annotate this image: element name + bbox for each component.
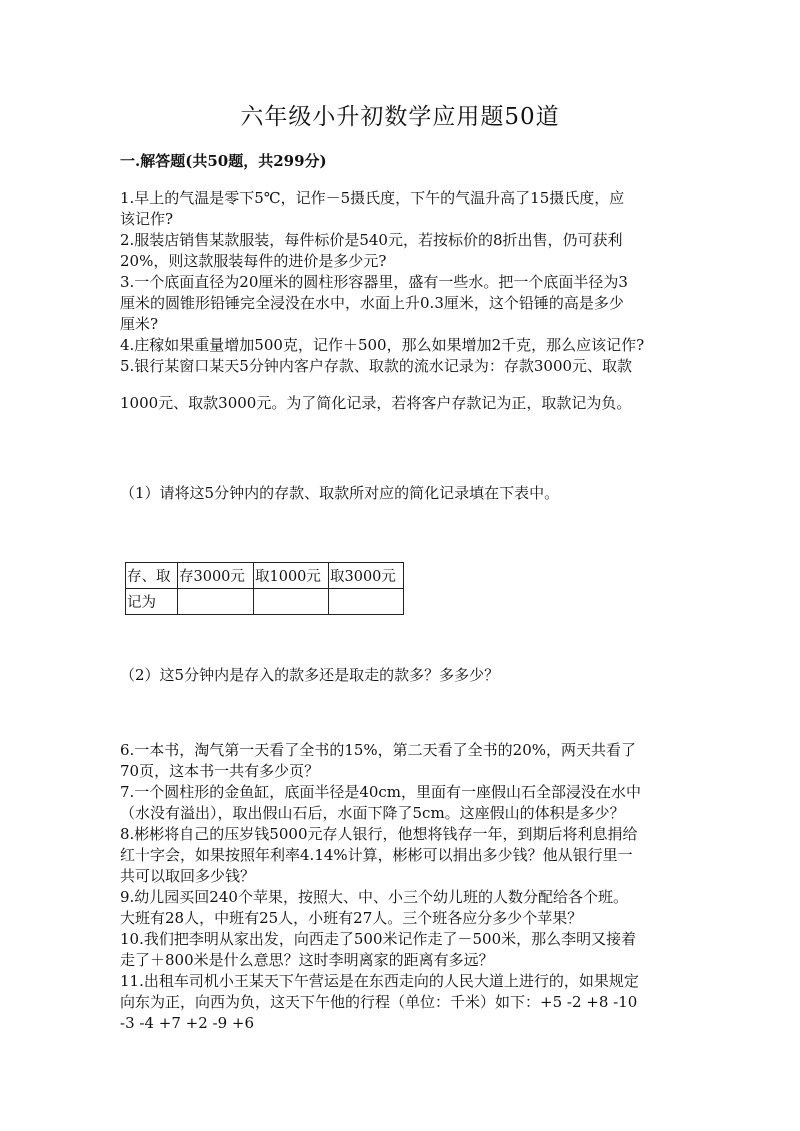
section-heading: 一.解答题(共50题，共299分) [120, 152, 327, 170]
table-cell-empty [329, 589, 404, 615]
table-cell: 存、取 [126, 563, 178, 589]
table-cell-empty [178, 589, 254, 615]
table-cell: 存3000元 [178, 563, 254, 589]
question-1: 1.早上的气温是零下5℃，记作－5摄氏度，下午的气温升高了15摄氏度，应 该记作? [120, 189, 625, 228]
table-row [126, 563, 404, 589]
question-6: 6.一本书，淘气第一天看了全书的15%，第二天看了全书的20%，两天共看了 70页，这本书一共有多少页？ [120, 741, 636, 780]
table-cell-empty [254, 589, 329, 615]
question-5: 5.银行某窗口某天5分钟内客户存款、取款的流水记录为：存款3000元、取款 [120, 357, 633, 375]
table-cell: 取1000元 [254, 563, 329, 589]
question-7: 7.一个圆柱形的金鱼缸，底面半径是40cm，里面有一座假山石全部浸没在水中 （水没有溢出），取出假山石后，水面下降了5cm。这座假山的体积是多少？ [120, 783, 642, 822]
question-5-part-1: （1）请将这5分钟内的存款、取款所对应的简化记录填在下表中。 [120, 484, 560, 502]
table-cell: 记为 [126, 589, 178, 615]
page-title: 六年级小升初数学应用题50道 [240, 104, 560, 130]
question-2: 2.服装店销售某款服装，每件标价是540元，若按标价的8折出售，仍可获利 20%，则这款服装每件的进价是多少元? [120, 231, 623, 270]
question-10: 10.我们把李明从家出发，向西走了500米记作走了－500米，那么李明又接着 走了＋800米是什么意思？这时李明离家的距离有多远？ [120, 930, 637, 969]
question-3: 3.一个底面直径为20厘米的圆柱形容器里，盛有一些水。把一个底面半径为3 厘米的圆锥形铅锤完全浸没在水中，水面上升0.3厘米，这个铅锤的高是多少 厘米? [120, 273, 628, 333]
question-5-part-2: （2）这5分钟内是存入的款多还是取走的款多？多多少？ [120, 666, 500, 684]
question-5-continued: 1000元、取款3000元。为了简化记录，若将客户存款记为正，取款记为负。 [120, 394, 632, 412]
table-cell: 取3000元 [329, 563, 404, 589]
record-table [125, 562, 404, 615]
table-row [126, 589, 404, 615]
question-8: 8.彬彬将自己的压岁钱5000元存人银行，他想将钱存一年，到期后将利息捐给 红十字会，如果按照年利率4.14%计算，彬彬可以捐出多少钱？他从银行里一 共可以取回多少钱？ [120, 825, 638, 885]
question-9: 9.幼儿园买回240个苹果，按照大、中、小三个幼儿班的人数分配给各个班。 大班有28人，中班有25人，小班有27人。三个班各应分多少个苹果？ [120, 888, 628, 927]
question-4: 4.庄稼如果重量增加500克，记作＋500，那么如果增加2千克，那么应该记作? [120, 336, 645, 354]
question-11: 11.出租车司机小王某天下午营运是在东西走向的人民大道上进行的，如果规定 向东为正，向西为负，这天下午他的行程（单位：千米）如下：+5 -2 +8 -10 -3 -4 +7 +2 -9 +6 [120, 972, 639, 1032]
